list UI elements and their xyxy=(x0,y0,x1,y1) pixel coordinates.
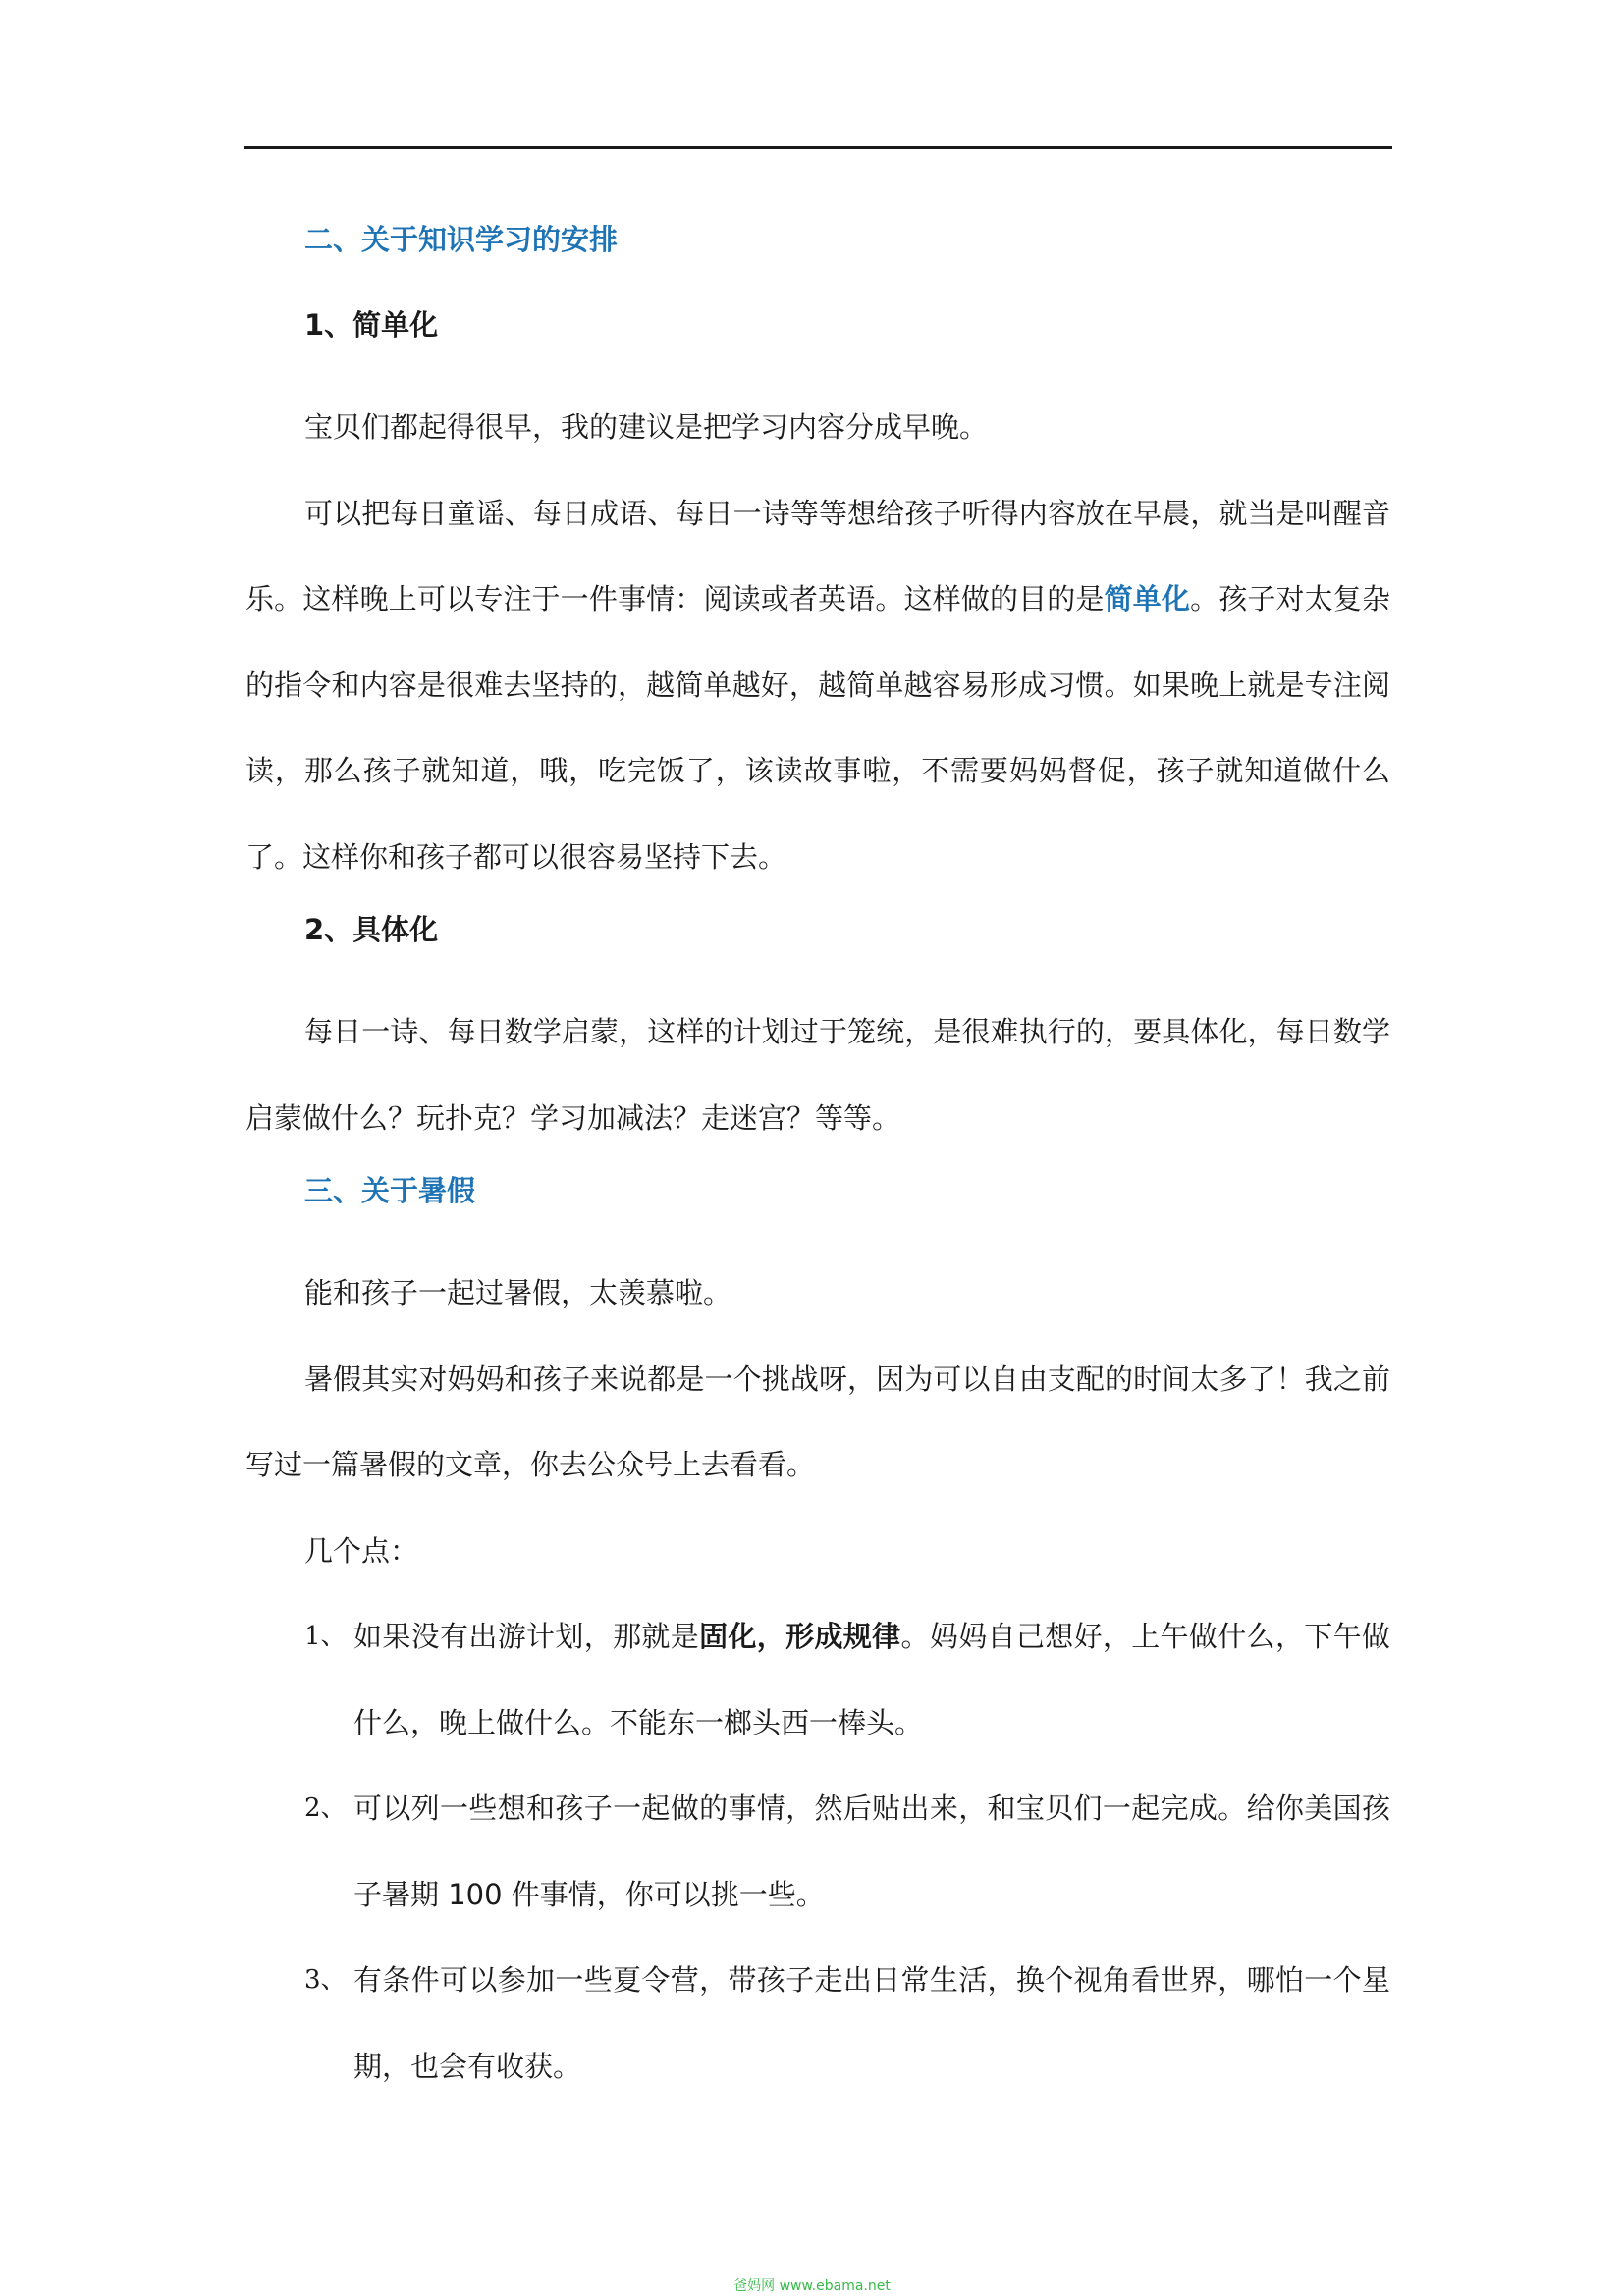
paragraph-summer-challenge: 暑假其实对妈妈和孩子来说都是一个挑战呀，因为可以自由支配的时间太多了！我之前写过一篇暑假的文章，你去公众号上去看看。 xyxy=(245,1362,1390,1481)
highlight-routine: 固化，形成规律 xyxy=(699,1620,901,1653)
paragraph-simplify-explanation xyxy=(245,471,1390,901)
list-item xyxy=(245,1938,1390,2109)
paragraph-summer-envy: 能和孩子一起过暑假，太羡慕啦。 xyxy=(304,1276,732,1309)
list-item-number: 1、 xyxy=(304,1622,347,1651)
section-heading-knowledge-learning: 二、关于知识学习的安排 xyxy=(304,223,619,256)
highlight-simplify: 简单化 xyxy=(1104,582,1191,615)
paragraph-points-intro: 几个点： xyxy=(304,1533,419,1568)
paragraph-text: 可以把每日童谣、每日成语、每日一诗等等想给孩子听得内容放在早晨，就当是叫醒音乐。这样晚上可以专注于一件事情：阅读或者英语。这样做的目的是 xyxy=(245,496,1390,615)
subheading-simplify: 1、简单化 xyxy=(304,308,439,342)
list-item-text: 有条件可以参加一些夏令营，带孩子走出日常生活，换个视角看世界，哪怕一个星期，也会有收获。 xyxy=(353,1963,1390,2083)
subheading-concretize: 2、具体化 xyxy=(304,913,439,946)
summer-points-list xyxy=(245,1594,1390,2109)
list-item-text: 。妈妈自己想好，上午做什么，下午做什么，晚上做什么。不能东一榔头西一棒头。 xyxy=(353,1620,1390,1739)
paragraph-concretize: 每日一诗、每日数学启蒙，这样的计划过于笼统，是很难执行的，要具体化，每日数学启蒙做什么？玩扑克？学习加减法？走迷宫？等等。 xyxy=(245,1015,1390,1135)
list-item xyxy=(245,1594,1390,1766)
paragraph-early-rising: 宝贝们都起得很早，我的建议是把学习内容分成早晚。 xyxy=(304,410,989,444)
section-heading-summer-vacation: 三、关于暑假 xyxy=(304,1174,476,1207)
list-item xyxy=(245,1766,1390,1938)
list-item-text: 可以列一些想和孩子一起做的事情，然后贴出来，和宝贝们一起完成。给你美国孩子暑期 100 件事情，你可以挑一些。 xyxy=(353,1791,1390,1911)
list-item-number: 2、 xyxy=(304,1793,347,1823)
list-item-number: 3、 xyxy=(304,1965,347,1995)
document-body xyxy=(245,214,1390,2109)
paragraph-text: 。孩子对太复杂的指令和内容是很难去坚持的，越简单越好，越简单越容易形成习惯。如果晚上就是专注阅读，那么孩子就知道，哦，吃完饭了，该读故事啦，不需要妈妈督促，孩子就知道做什么了。这样你和孩子都可以很容易坚持下去。 xyxy=(245,582,1390,874)
footer-watermark: 爸妈网 www.ebama.net xyxy=(733,2278,891,2294)
header-rule xyxy=(244,146,1392,149)
list-item-text: 如果没有出游计划，那就是 xyxy=(353,1620,700,1653)
